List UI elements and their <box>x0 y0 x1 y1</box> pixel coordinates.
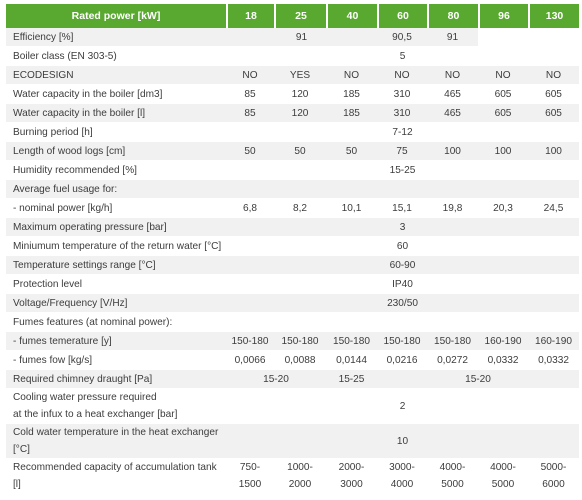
value-text: 85 <box>244 88 256 100</box>
row-label-text: Efficiency [%] <box>13 31 74 43</box>
value-cell <box>478 459 528 494</box>
value-text: 50 <box>345 145 358 157</box>
value-cell <box>528 142 579 161</box>
value-text: 2 <box>399 400 406 412</box>
table-row <box>6 294 579 313</box>
value-text: 50 <box>244 145 256 157</box>
value-text: 4000- <box>490 462 516 473</box>
value-cell <box>226 294 579 313</box>
header-cell-18kw: 18 <box>226 4 274 28</box>
value-text: 465 <box>444 107 461 119</box>
value-text-line2: 6000 <box>542 479 565 490</box>
value-text: 0,0216 <box>386 354 418 366</box>
value-text: 3000- <box>389 462 415 473</box>
value-cell <box>226 85 274 104</box>
row-label <box>6 142 226 161</box>
value-text: 15-20 <box>263 373 289 385</box>
value-cell <box>427 85 478 104</box>
value-text: 20,3 <box>493 202 513 214</box>
value-text: NO <box>394 69 410 81</box>
value-cell <box>528 104 579 123</box>
row-label <box>6 237 226 256</box>
value-cell <box>478 85 528 104</box>
value-text: NO <box>343 69 360 81</box>
value-text: 605 <box>494 88 512 100</box>
value-cell <box>377 332 427 351</box>
value-cell <box>377 199 427 218</box>
value-text: 24,5 <box>543 202 564 214</box>
value-cell <box>226 28 377 47</box>
specifications-table <box>6 4 579 494</box>
value-cell <box>528 351 579 370</box>
table-row <box>6 218 579 237</box>
value-cell <box>528 66 579 85</box>
row-label <box>6 313 226 332</box>
value-text: YES <box>289 69 311 81</box>
value-cell <box>226 313 579 332</box>
value-cell <box>478 66 528 85</box>
value-text: 19,8 <box>442 202 463 214</box>
row-label-text: Burning period [h] <box>13 126 93 138</box>
value-text: 15-25 <box>389 164 416 176</box>
row-label-text: Cooling water pressure required <box>13 392 157 403</box>
value-text: 1000- <box>287 462 313 473</box>
row-label-text: ECODESIGN <box>13 69 74 81</box>
value-text: 0,0272 <box>437 354 468 366</box>
value-text: 15-25 <box>338 373 365 385</box>
value-cell <box>478 351 528 370</box>
value-cell <box>377 104 427 123</box>
value-text: 150-180 <box>231 335 269 347</box>
row-label-text: Fumes features (at nominal power): <box>13 316 173 328</box>
table-row <box>6 424 579 459</box>
value-text: 150-180 <box>281 335 319 347</box>
value-cell <box>326 142 377 161</box>
value-cell <box>226 218 579 237</box>
value-text: 0,0144 <box>336 354 367 366</box>
row-label <box>6 28 226 47</box>
value-text: 605 <box>494 107 512 119</box>
value-cell <box>274 332 326 351</box>
row-label <box>6 332 226 351</box>
table-row <box>6 28 579 47</box>
value-cell <box>226 161 579 180</box>
header-cell-40kw: 40 <box>326 4 377 28</box>
value-cell <box>326 66 377 85</box>
value-text: 90,5 <box>392 31 412 43</box>
row-label-text: - fumes temerature [y] <box>13 335 112 347</box>
row-label <box>6 161 226 180</box>
value-text: 160-190 <box>484 335 522 347</box>
value-cell <box>326 351 377 370</box>
value-text-line2: 4000 <box>390 479 414 490</box>
value-cell <box>528 85 579 104</box>
value-cell <box>377 459 427 494</box>
row-label <box>6 104 226 123</box>
value-cell <box>326 199 377 218</box>
value-text: 310 <box>393 107 411 119</box>
table-row <box>6 161 579 180</box>
value-text: 85 <box>244 107 256 119</box>
row-label-text: - nominal power [kg/h] <box>13 202 113 214</box>
row-label <box>6 66 226 85</box>
row-label-text-line2: at the infux to a heat exchanger [bar] <box>13 409 178 420</box>
value-text: IP40 <box>392 278 413 290</box>
value-text: 160-190 <box>534 335 573 347</box>
header-cell-60kw: 60 <box>377 4 427 28</box>
value-text-line2: 5000 <box>491 479 515 490</box>
value-cell <box>427 332 478 351</box>
value-text: 120 <box>291 88 309 100</box>
row-label-text: Protection level <box>13 278 83 290</box>
table-row <box>6 275 579 294</box>
value-cell <box>326 104 377 123</box>
value-cell <box>226 180 579 199</box>
table-row <box>6 389 579 424</box>
row-label-text: Voltage/Frequency [V/Hz] <box>13 297 128 309</box>
value-cell <box>377 28 427 47</box>
value-text: 100 <box>444 145 461 157</box>
value-cell <box>274 351 326 370</box>
row-label-text: Average fuel usage for: <box>13 183 118 195</box>
row-label <box>6 389 226 424</box>
value-text: 0,0332 <box>487 354 519 366</box>
value-cell <box>326 85 377 104</box>
value-cell <box>226 351 274 370</box>
value-cell <box>377 351 427 370</box>
value-cell <box>427 104 478 123</box>
row-label <box>6 85 226 104</box>
value-text: 0,0332 <box>538 354 569 366</box>
value-text-line2: 3000 <box>340 479 363 490</box>
value-text: NO <box>495 69 511 81</box>
row-label-text: Temperature settings range [°C] <box>13 259 156 271</box>
value-cell <box>226 275 579 294</box>
value-text: 3 <box>399 221 406 233</box>
value-cell <box>274 104 326 123</box>
value-text: 4000- <box>439 462 466 473</box>
value-cell <box>377 66 427 85</box>
value-cell <box>427 28 478 47</box>
value-cell <box>427 142 478 161</box>
value-cell <box>226 424 579 459</box>
table-row <box>6 351 579 370</box>
row-label <box>6 256 226 275</box>
value-text: 0,0066 <box>234 354 266 366</box>
value-cell <box>427 66 478 85</box>
value-text: NO <box>242 69 258 81</box>
row-label <box>6 180 226 199</box>
table-row <box>6 47 579 66</box>
row-label-text: Cold water temperature in the heat exchanger <box>13 427 219 438</box>
value-text-line2: 2000 <box>288 479 312 490</box>
row-label-text: Water capacity in the boiler [l] <box>13 107 146 119</box>
value-cell <box>478 199 528 218</box>
row-label <box>6 199 226 218</box>
value-text: 5000- <box>540 462 567 473</box>
value-text: 8,2 <box>292 202 308 214</box>
row-label-text: Water capacity in the boiler [dm3] <box>13 88 163 100</box>
header-row <box>6 4 579 28</box>
row-label-text: Length of wood logs [cm] <box>13 145 126 157</box>
value-cell <box>326 370 377 389</box>
value-text: 605 <box>545 107 562 119</box>
value-text: 75 <box>396 145 408 157</box>
value-cell <box>226 459 274 494</box>
value-text: 185 <box>343 107 360 119</box>
value-text: 150-180 <box>332 335 371 347</box>
value-cell <box>377 142 427 161</box>
row-label-text: Humidity recommended [%] <box>13 164 137 176</box>
value-cell <box>326 459 377 494</box>
value-text: 5 <box>399 50 406 62</box>
table-row <box>6 85 579 104</box>
value-cell <box>226 199 274 218</box>
row-label <box>6 424 226 459</box>
value-text: 10 <box>396 435 409 447</box>
value-text: 6,8 <box>242 202 258 214</box>
value-text: 100 <box>545 145 562 157</box>
table-row <box>6 123 579 142</box>
row-label-text: Required chimney draught [Pa] <box>13 373 153 385</box>
value-text: 120 <box>291 107 309 119</box>
table-row <box>6 370 579 389</box>
value-cell <box>528 199 579 218</box>
row-label-text: - fumes fow [kg/s] <box>13 354 93 366</box>
value-text: 7-12 <box>392 126 413 138</box>
value-text: 150-180 <box>433 335 472 347</box>
value-cell <box>226 104 274 123</box>
table-row <box>6 66 579 85</box>
header-cell-25kw: 25 <box>274 4 326 28</box>
value-text: 605 <box>545 88 562 100</box>
value-cell <box>427 459 478 494</box>
value-cell <box>274 85 326 104</box>
value-cell <box>377 370 579 389</box>
row-label <box>6 351 226 370</box>
value-cell <box>226 370 326 389</box>
header-cell-rated-power: Rated power [kW] <box>6 4 226 28</box>
value-text: 91 <box>295 31 308 43</box>
value-text: 50 <box>294 145 306 157</box>
value-text: 91 <box>446 31 459 43</box>
table-row <box>6 104 579 123</box>
value-text: 750- <box>239 462 261 473</box>
value-cell <box>226 389 579 424</box>
row-label-text: Miniumum temperature of the return water [°C] <box>13 240 222 252</box>
value-text-line2: 1500 <box>238 479 262 490</box>
header-cell-96kw: 96 <box>478 4 528 28</box>
table-row <box>6 237 579 256</box>
value-text: 100 <box>494 145 512 157</box>
value-text: 150-180 <box>383 335 421 347</box>
value-text: 60-90 <box>389 259 416 271</box>
row-label-text: Boiler class (EN 303-5) <box>13 50 117 62</box>
row-label-text: Recommended capacity of accumulation tank [l] <box>13 462 217 490</box>
value-cell <box>226 142 274 161</box>
value-cell <box>226 332 274 351</box>
value-text: 60 <box>396 240 409 252</box>
row-label <box>6 459 226 494</box>
row-label <box>6 218 226 237</box>
value-cell <box>478 332 528 351</box>
value-text: 0,0088 <box>284 354 316 366</box>
value-cell <box>377 85 427 104</box>
value-text: 15-20 <box>465 373 491 385</box>
value-cell <box>226 256 579 275</box>
value-text: NO <box>444 69 461 81</box>
table-row <box>6 142 579 161</box>
value-cell <box>478 142 528 161</box>
table-row <box>6 459 579 494</box>
value-cell <box>274 199 326 218</box>
row-label <box>6 370 226 389</box>
value-cell <box>226 123 579 142</box>
row-label-text-line2: [°C] <box>13 444 30 455</box>
table-row <box>6 332 579 351</box>
row-label <box>6 47 226 66</box>
value-text: 230/50 <box>387 297 418 309</box>
value-cell <box>427 351 478 370</box>
value-cell <box>528 459 579 494</box>
row-label <box>6 294 226 313</box>
value-cell <box>226 237 579 256</box>
value-cell <box>274 66 326 85</box>
table-row <box>6 199 579 218</box>
value-text-line2: 5000 <box>441 479 464 490</box>
table-row <box>6 256 579 275</box>
table-row <box>6 180 579 199</box>
value-cell <box>274 142 326 161</box>
value-cell <box>326 332 377 351</box>
value-cell <box>528 332 579 351</box>
row-label-text: Maximum operating pressure [bar] <box>13 221 167 233</box>
value-cell <box>478 104 528 123</box>
value-text: 185 <box>343 88 360 100</box>
table-row <box>6 313 579 332</box>
value-text: 465 <box>444 88 461 100</box>
value-text: 310 <box>393 88 411 100</box>
row-label <box>6 123 226 142</box>
value-cell <box>274 459 326 494</box>
header-cell-130kw: 130 <box>528 4 579 28</box>
header-cell-80kw: 80 <box>427 4 478 28</box>
value-text: NO <box>545 69 562 81</box>
value-text: 2000- <box>338 462 365 473</box>
value-text: 15,1 <box>392 202 412 214</box>
value-text: 10,1 <box>341 202 362 214</box>
value-cell <box>226 66 274 85</box>
value-cell <box>427 199 478 218</box>
value-cell <box>226 47 579 66</box>
table-body <box>6 28 579 494</box>
row-label <box>6 275 226 294</box>
